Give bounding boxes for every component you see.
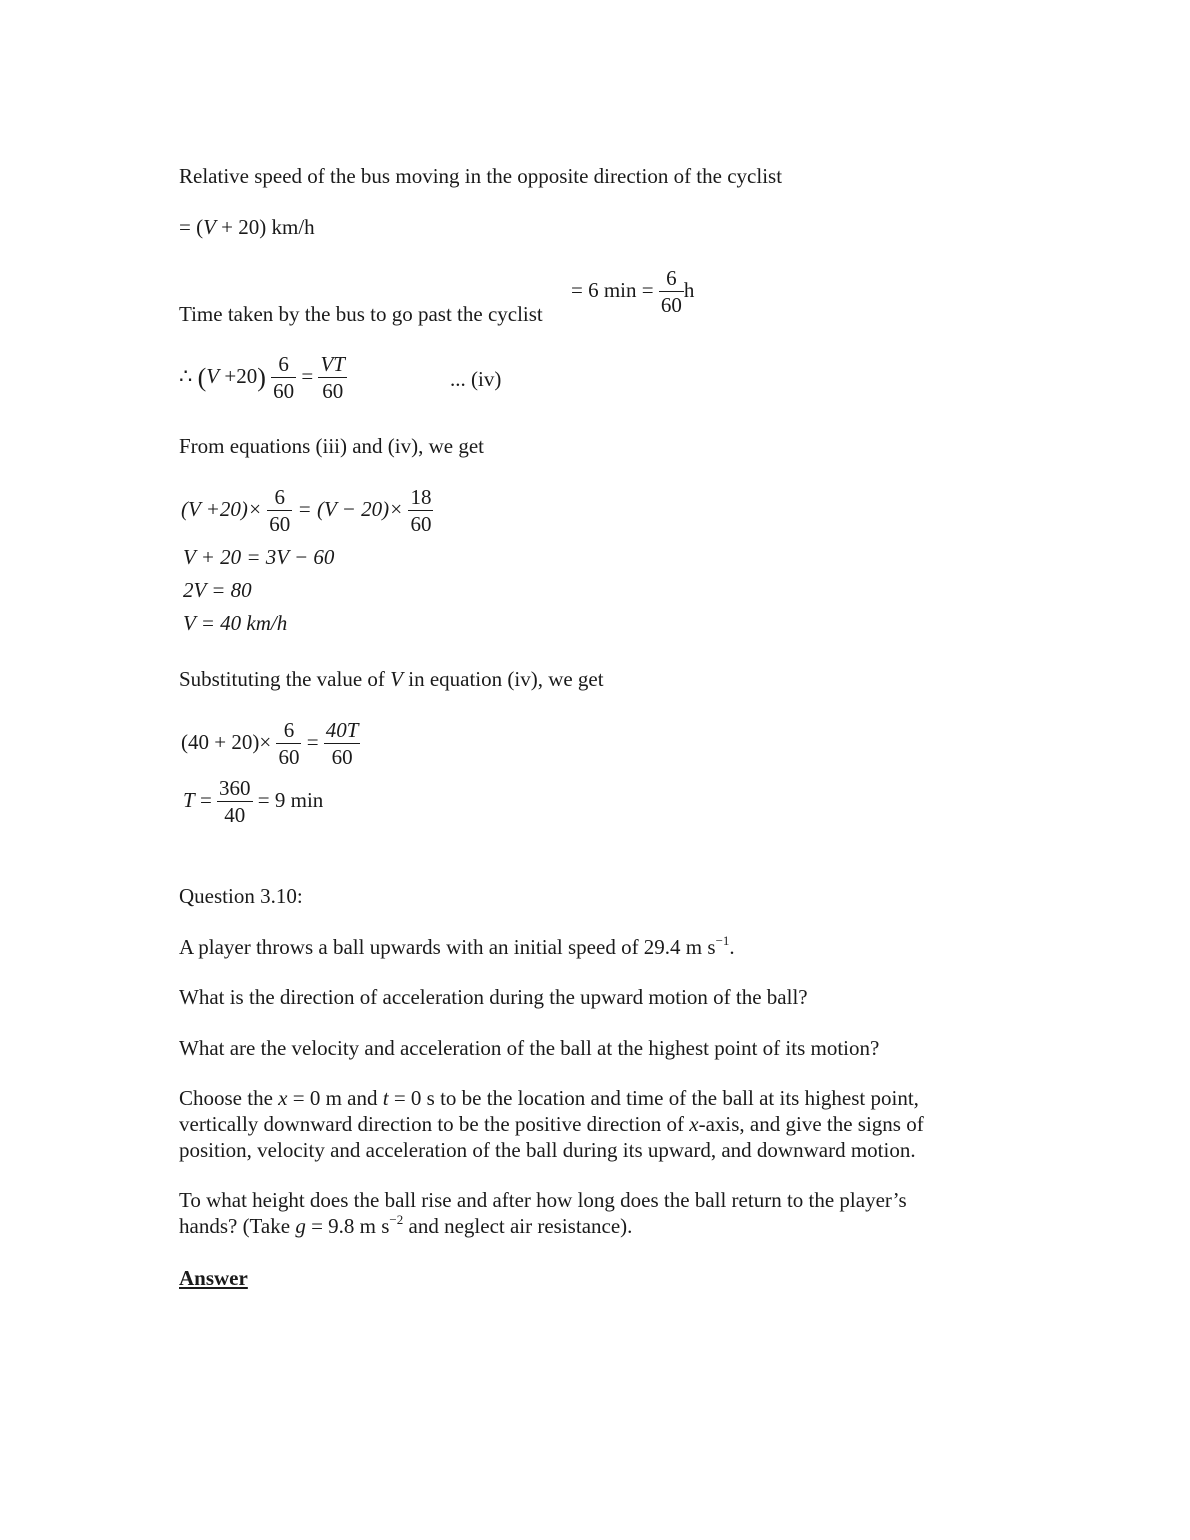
derivation-line-1: (V +20)× $\frac{6}{60}$ = (V − 20)× $\frac{18}{60}$ bbox=[181, 485, 432, 536]
derivation-line-2: V + 20 = 3V − 60 bbox=[183, 545, 335, 569]
time-equation: = 6 min = $\frac{6}{60}$ h bbox=[571, 266, 695, 317]
relative-speed-text: Relative speed of the bus moving in the opposite direction of the cyclist bbox=[179, 164, 783, 188]
derivation-line-3: 2V = 80 bbox=[183, 578, 252, 602]
relative-speed-value: = (V + 20) km/h bbox=[179, 215, 315, 239]
question-part-1: A player throws a ball upwards with an initial speed of 29.4 m $s^{-1}$. bbox=[179, 933, 735, 959]
question-part-2: What is the direction of acceleration during the upward motion of the ball? bbox=[179, 985, 808, 1009]
question-part-5: To what height does the ball rise and after how long does the ball return to the player’s hands? (Take g = 9.8 m $s^{-2}$ and neglect air resistance). bbox=[179, 1188, 907, 1238]
time-taken-label: Time taken by the bus to go past the cyclist bbox=[179, 302, 543, 326]
substituted-equation: (40 + 20)× $\frac{6}{60}$ = $\frac{40T}{60}$ bbox=[181, 718, 359, 769]
question-title: Question 3.10: bbox=[179, 884, 303, 908]
derivation-line-4: V = 40 km/h bbox=[183, 611, 288, 635]
answer-heading: Answer bbox=[179, 1266, 248, 1290]
question-part-3: What are the velocity and acceleration of the ball at the highest point of its motion? bbox=[179, 1036, 880, 1060]
question-part-4: Choose the x = 0 m and t = 0 s to be the location and time of the ball at its highest point, vertically downward direction to be the positive direction of x-axis, and give the signs of position, velocity and acceleration of the ball during its upward, and downward motion. bbox=[179, 1086, 924, 1162]
substituting-text: Substituting the value of V in equation (iv), we get bbox=[179, 667, 604, 691]
equation-iv-tag: ... (iv) bbox=[450, 367, 502, 391]
time-result-equation: T = $\frac{360}{40}$ = 9 min bbox=[183, 776, 324, 827]
equation-iv: ∴ (V +20) $\frac{6}{60}$ = $\frac{VT}{60}$ bbox=[179, 352, 345, 403]
from-equations-text: From equations (iii) and (iv), we get bbox=[179, 434, 485, 458]
